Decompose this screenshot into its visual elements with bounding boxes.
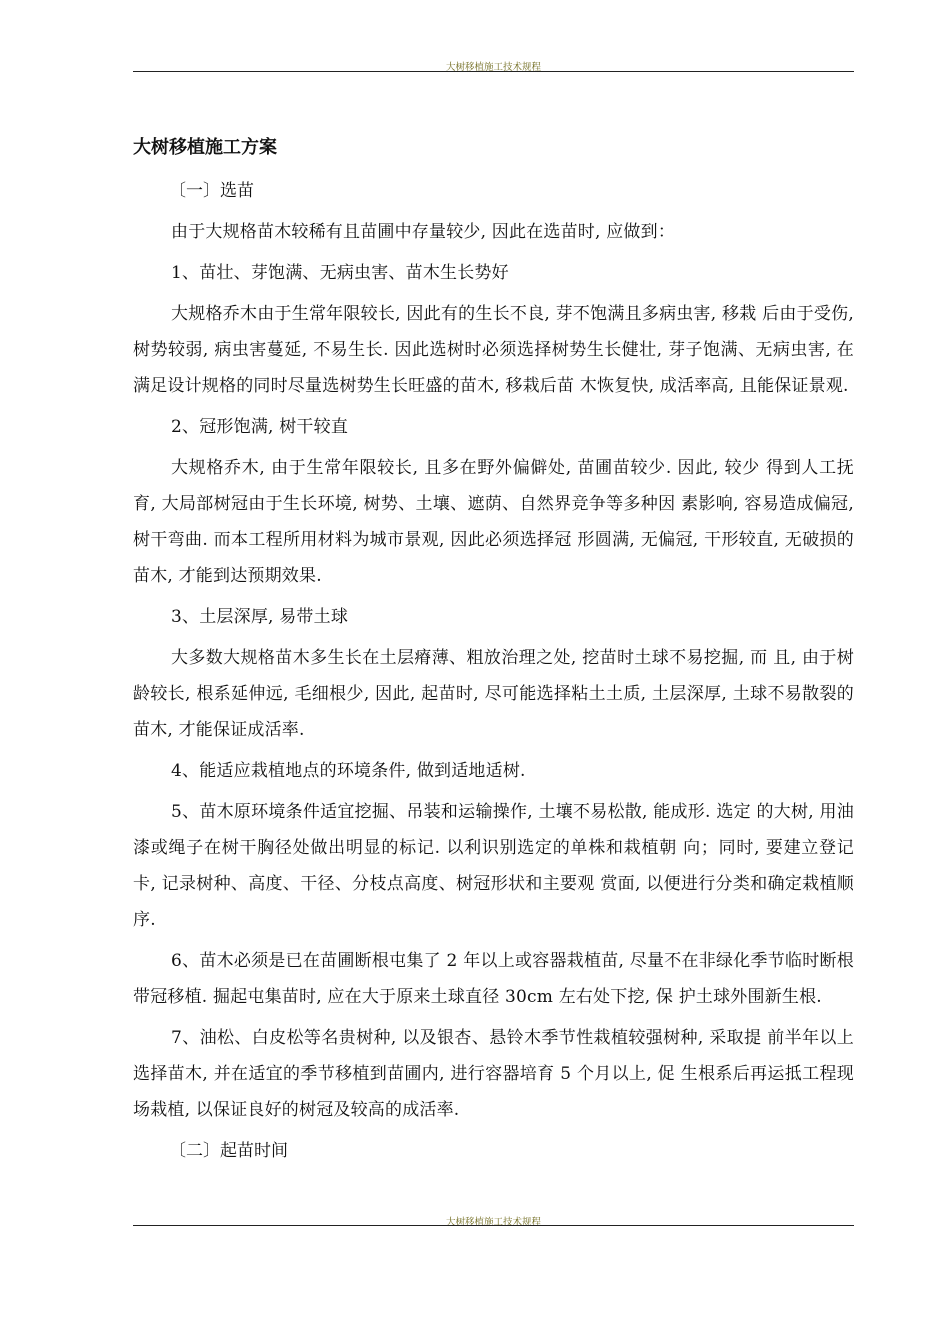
item-1-heading: 1、苗壮、芽饱满、无病虫害、苗木生长势好 bbox=[171, 263, 509, 283]
document-title: 大树移植施工方案 bbox=[133, 137, 277, 158]
item-2-heading: 2、冠形饱满, 树干较直 bbox=[171, 417, 349, 437]
document-body bbox=[133, 131, 854, 1174]
page-header: 大树移植施工技术规程 bbox=[445, 62, 541, 73]
section-heading-1: 〔一〕选苗 bbox=[169, 181, 254, 201]
item-3-heading: 3、土层深厚, 易带土球 bbox=[171, 607, 349, 627]
intro-paragraph: 由于大规格苗木较稀有且苗圃中存量较少, 因此在选苗时, 应做到： bbox=[171, 222, 676, 242]
item-7: 7、油松、白皮松等名贵树种, 以及银杏、悬铃木季节性栽植较强树种, 采取提 前半年以上选择苗木, 并在适宜的季节移植到苗圃内, 进行容器培育 5 个月以上, 促 生根系后再运抵工程现场栽植, 以保证良好的树冠及较高的成活率. bbox=[133, 1028, 854, 1120]
item-3-body: 大多数大规格苗木多生长在土层瘠薄、粗放治理之处, 挖苗时土球不易挖掘, 而 且, 由于树龄较长, 根系延伸远, 毛细根少, 因此, 起苗时, 尽可能选择粘土土质, 土层深厚, 土球不易散裂的苗木, 才能保证成活率. bbox=[133, 648, 854, 740]
item-6: 6、苗木必须是已在苗圃断根屯集了 2 年以上或容器栽植苗, 尽量不在非绿化季节临时断根带冠移植. 掘起屯集苗时, 应在大于原来土球直径 30cm 左右处下挖, 保 护土球外围新生根. bbox=[133, 951, 854, 1007]
header-rule bbox=[133, 71, 854, 72]
item-2-body: 大规格乔木, 由于生常年限较长, 且多在野外偏僻处, 苗圃苗较少. 因此, 较少 得到人工抚育, 大局部树冠由于生长环境, 树势、土壤、遮荫、自然界竞争等多种因 素影响, 容易造成偏冠, 树干弯曲. 而本工程所用材料为城市景观, 因此必须选择冠 形圆满, 无偏冠, 干形较直, 无破损的苗木, 才能到达预期效果. bbox=[133, 458, 854, 586]
footer-rule bbox=[133, 1225, 854, 1226]
page-footer: 大树移植施工技术规程 bbox=[445, 1217, 541, 1228]
section-heading-2: 〔二〕起苗时间 bbox=[169, 1141, 288, 1161]
item-5: 5、苗木原环境条件适宜挖掘、吊装和运输操作, 土壤不易松散, 能成形. 选定 的大树, 用油漆或绳子在树干胸径处做出明显的标记. 以利识别选定的单株和栽植朝 向；同时, 要建立登记卡, 记录树种、高度、干径、分枝点高度、树冠形状和主要观 赏面, 以便进行分类和确定栽植顺序. bbox=[133, 802, 854, 930]
item-1-body: 大规格乔木由于生常年限较长, 因此有的生长不良, 芽不饱满且多病虫害, 移栽 后由于受伤, 树势较弱, 病虫害蔓延, 不易生长. 因此选树时必须选择树势生长健壮, 芽子饱满、无病虫害, 在满足设计规格的同时尽量选树势生长旺盛的苗木, 移栽后苗 木恢复快, 成活率高, 且能保证景观. bbox=[133, 304, 854, 396]
item-4: 4、能适应栽植地点的环境条件, 做到适地适树. bbox=[171, 761, 526, 781]
